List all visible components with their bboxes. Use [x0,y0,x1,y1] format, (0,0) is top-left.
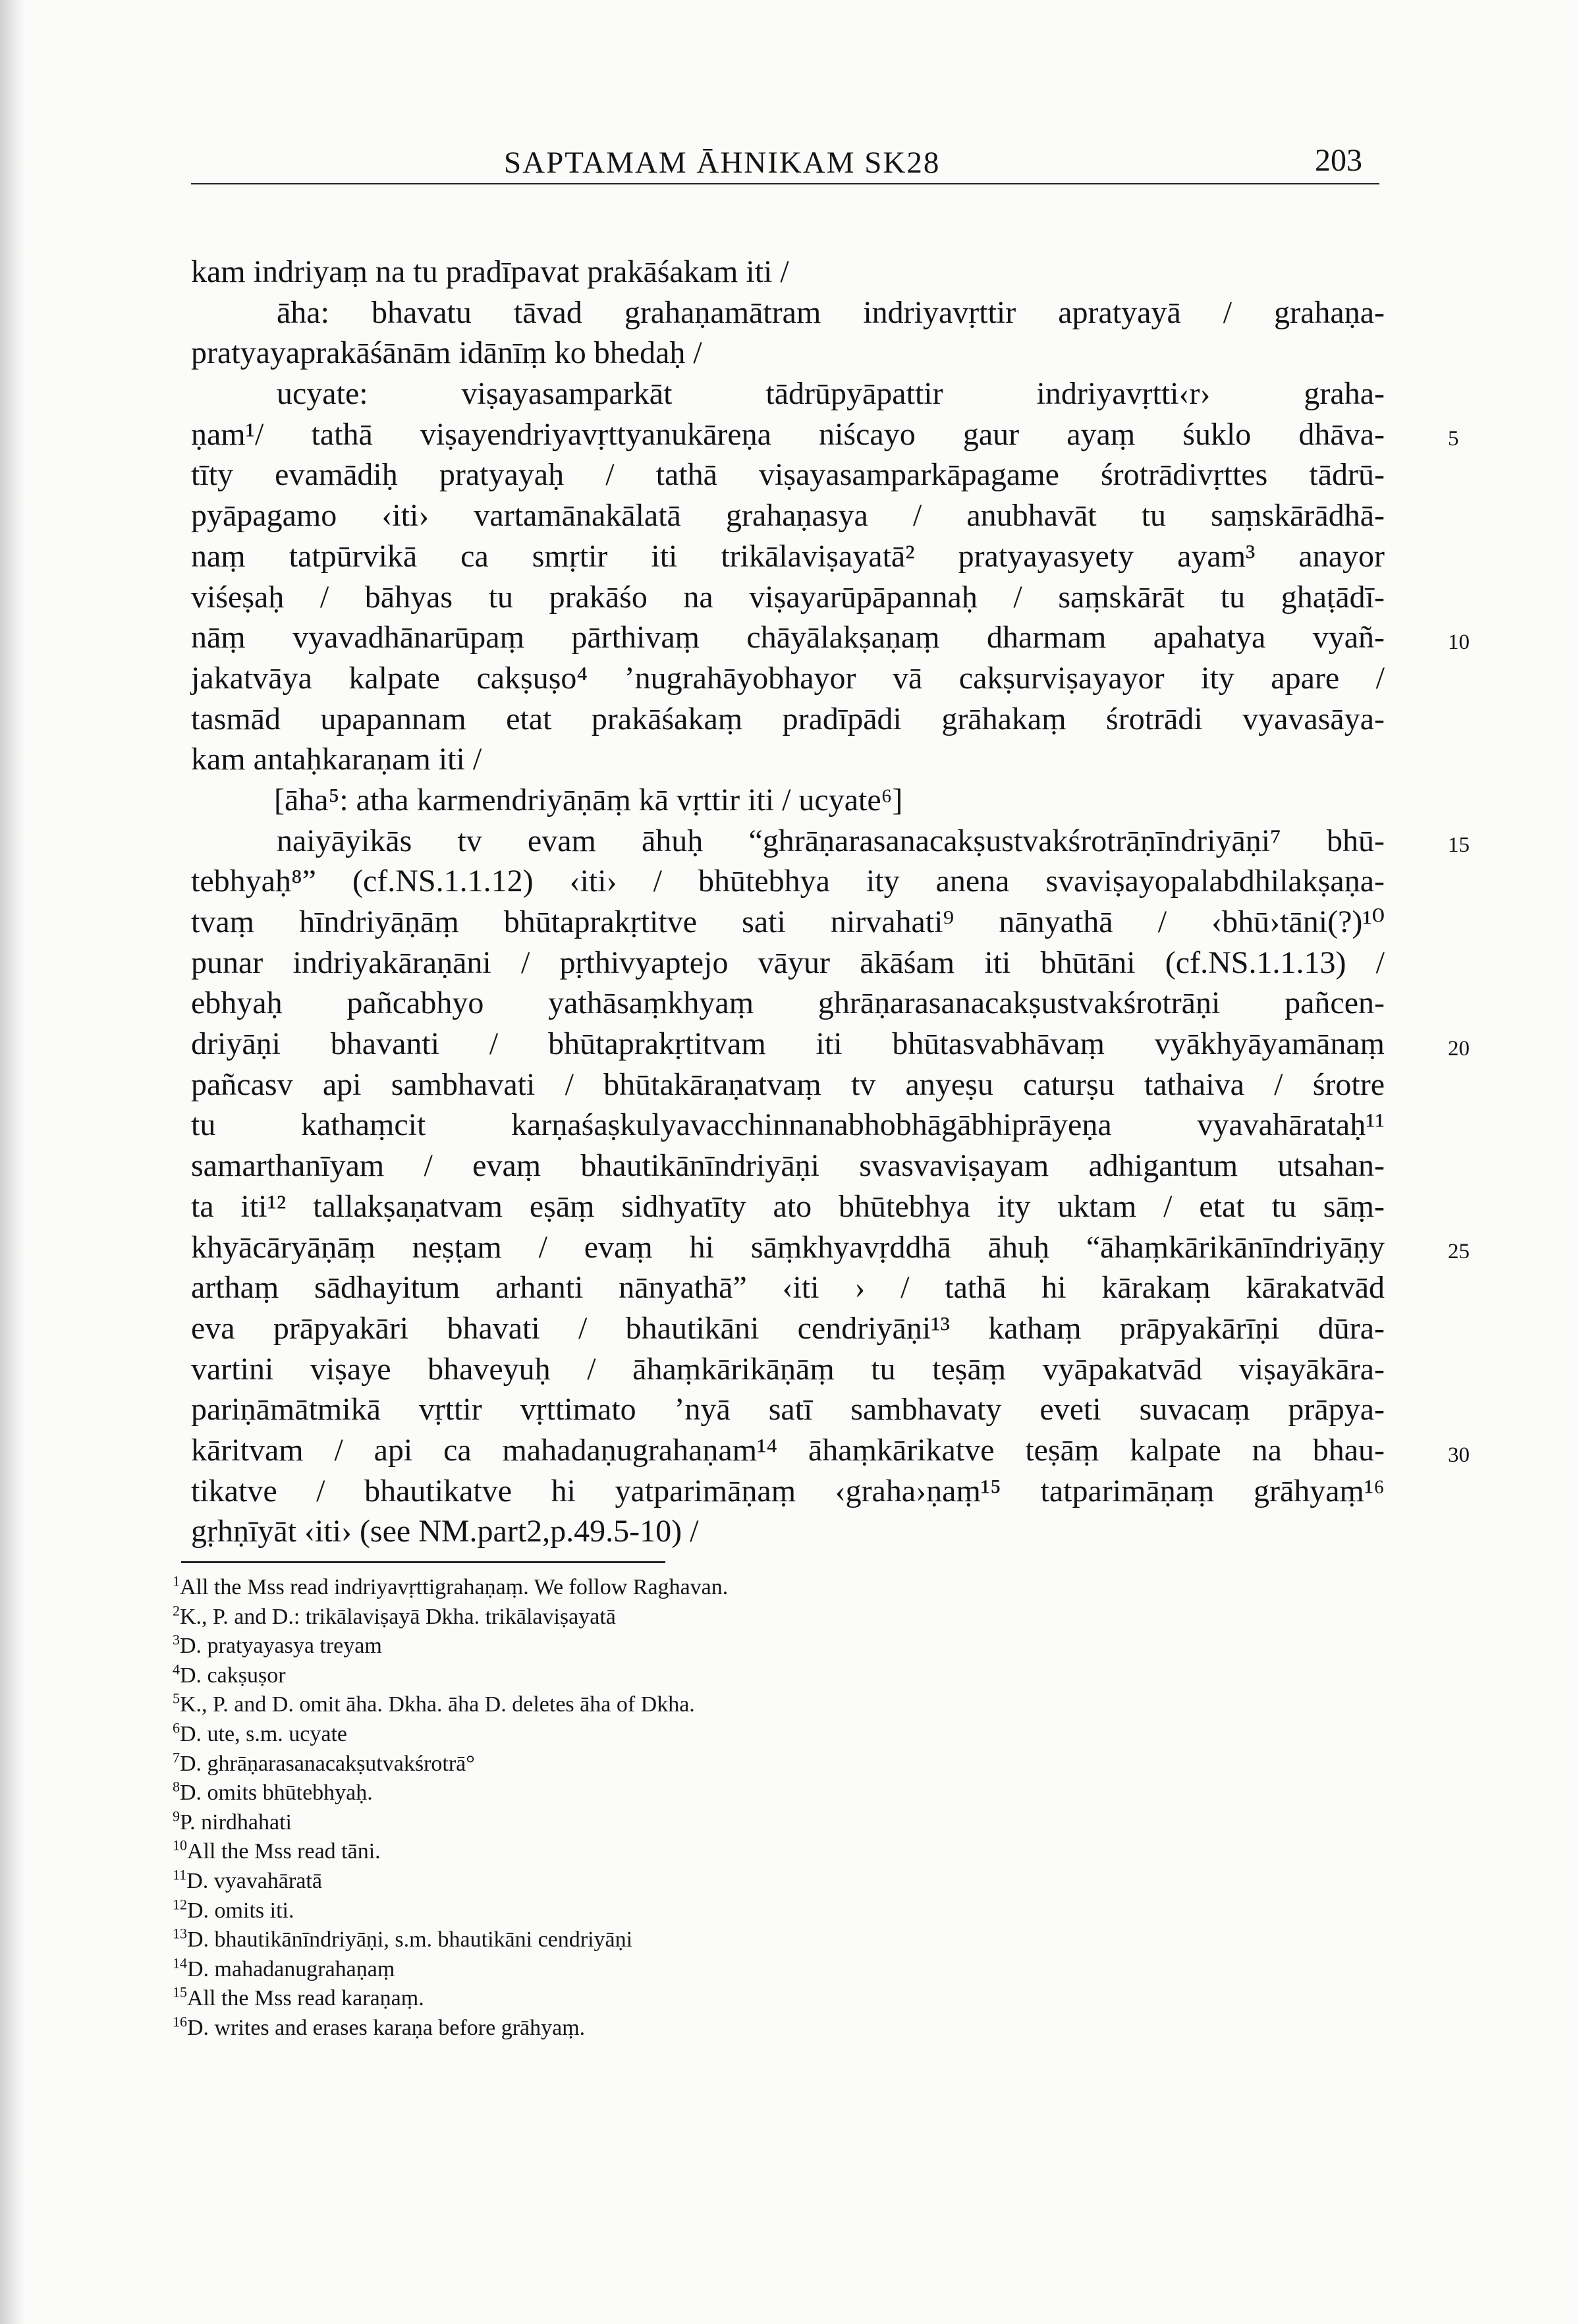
line-number: 15 [1448,833,1470,857]
text-line: ebhyaḥ pañcabhyo yathāsaṃkhyaṃ ghrāṇarasanacakṣustvakśrotrāṇi pañcen- [191,985,1385,1021]
text-line: pyāpagamo ‹iti› vartamānakālatā grahaṇasya / anubhavāt tu saṃskārādhā- [191,498,1385,534]
footnote [173,1603,728,1632]
footnote-mark: 15 [173,1983,187,2001]
footnote-text: P. nirdhahati [180,1810,292,1835]
footnote-mark: 7 [173,1749,180,1766]
footnote-mark: 9 [173,1808,180,1825]
text-line: tebhyaḥ⁸” (cf.NS.1.1.12) ‹iti› / bhūtebhya ity anena svaviṣayopalabdhilakṣaṇa- [191,864,1385,899]
line-number: 25 [1448,1240,1470,1263]
footnote-text: K., P. and D. omit āha. Dkha. āha D. deletes āha of Dkha. [180,1692,695,1717]
text-line: naiyāyikās tv evam āhuḥ “ghrāṇarasanacakṣustvakśrotrāṇīndriyāṇi⁷ bhū- [277,823,1385,858]
footnote-mark: 8 [173,1778,180,1795]
footnote [173,1896,728,1926]
footnote [173,1720,728,1750]
footnote [173,1632,728,1661]
footnote-text: D. omits iti. [187,1898,294,1923]
footnote [173,1661,728,1691]
text-line: naṃ tatpūrvikā ca smṛtir iti trikālaviṣayatā² pratyayasyety ayam³ anayor [191,538,1385,574]
footnote-text: D. vyavahāratā [186,1868,322,1893]
running-head: SAPTAMAM ĀHNIKAM SK28 [504,146,941,180]
text-line: pratyayaprakāśānām idānīṃ ko bhedaḥ / [191,335,702,371]
footnote-text: D. bhautikānīndriyāṇi, s.m. bhautikāni cendriyāṇi [187,1927,633,1952]
footnote [173,1750,728,1779]
text-line: samarthanīyam / evaṃ bhautikānīndriyāṇi svasvaviṣayam adhigantum utsahan- [191,1148,1385,1184]
line-number: 30 [1448,1443,1470,1467]
page-number: 203 [1315,143,1362,178]
footnote-mark: 16 [173,2013,187,2030]
text-line: kāritvam / api ca mahadaṇugrahaṇam¹⁴ āhaṃkārikatve teṣāṃ kalpate na bhau- [191,1432,1385,1468]
footnote [173,1984,728,2014]
text-line: vartini viṣaye bhaveyuḥ / āhaṃkārikāṇāṃ tu teṣāṃ vyāpakatvād viṣayākāra- [191,1351,1385,1387]
footnote [173,1955,728,1985]
line-number: 10 [1448,630,1470,654]
text-line: [āha⁵: atha karmendriyāṇāṃ kā vṛttir iti / ucyate⁶] [274,782,903,817]
footnote-mark: 5 [173,1690,180,1707]
line-number: 20 [1448,1037,1470,1061]
text-line: ṇam¹/ tathā viṣayendriyavṛttyanukāreṇa niścayo gaur ayaṃ śuklo dhāva- [191,416,1385,452]
footnote [173,1867,728,1896]
footnote-rule [181,1561,665,1563]
text-line: tu kathaṃcit karṇaśaṣkulyavacchinnanabhobhāgābhiprāyeṇa vyavahārataḥ¹¹ [191,1107,1385,1143]
text-line: āha: bhavatu tāvad grahaṇamātram indriyavṛttir apratyayā / grahaṇa- [277,294,1385,330]
text-line: pañcasv api sambhavati / bhūtakāraṇatvaṃ tv anyeṣu caturṣu tathaiva / śrotre [191,1066,1385,1102]
header-rule [191,183,1379,184]
footnote-mark: 11 [173,1866,187,1883]
footnote-mark: 4 [173,1661,180,1678]
footnote-text: D. ghrāṇarasanacakṣutvakśrotrā° [180,1751,475,1776]
footnote-text: D. ute, s.m. ucyate [180,1721,347,1746]
text-line: arthaṃ sādhayitum arhanti nānyathā” ‹iti › / tathā hi kārakaṃ kārakatvād [191,1270,1385,1306]
text-line: pariṇāmātmikā vṛttir vṛttimato ’nyā satī sambhavaty eveti suvacaṃ prāpya- [191,1392,1385,1427]
text-line: kam indriyaṃ na tu pradīpavat prakāśakam iti / [191,254,789,289]
text-line: driyāṇi bhavanti / bhūtaprakṛtitvam iti bhūtasvabhāvaṃ vyākhyāyamānaṃ [191,1026,1385,1062]
footnote-text: All the Mss read karaṇaṃ. [187,1986,424,2011]
footnote [173,1837,728,1867]
line-number: 5 [1448,427,1459,451]
main-text [191,252,1385,1552]
footnote [173,2014,728,2043]
footnote-mark: 3 [173,1631,180,1648]
footnote-text: D. mahadanugrahaṇaṃ [187,1956,395,1981]
footnote-mark: 6 [173,1719,180,1736]
footnote-mark: 13 [173,1925,187,1942]
text-line: tvaṃ hīndriyāṇāṃ bhūtaprakṛtitve sati nirvahati⁹ nānyathā / ‹bhū›tāni(?)¹⁰ [191,904,1385,939]
text-line: punar indriyakāraṇāni / pṛthivyaptejo vāyur ākāśam iti bhūtāni (cf.NS.1.1.13) / [191,945,1385,980]
footnote [173,1808,728,1838]
footnote [173,1690,728,1720]
footnote-text: D. omits bhūtebhyaḥ. [180,1781,373,1806]
footnote-text: All the Mss read tāni. [187,1839,381,1864]
text-line: nāṃ vyavadhānarūpaṃ pārthivaṃ chāyālakṣaṇaṃ dharmam apahatya vyañ- [191,620,1385,655]
text-line: jakatvāya kalpate cakṣuṣo⁴ ’nugrahāyobhayor vā cakṣurviṣayayor ity apare / [191,660,1385,696]
text-line: ucyate: viṣayasamparkāt tādrūpyāpattir indriyavṛtti‹r› graha- [277,376,1385,412]
text-line: ta iti¹² tallakṣaṇatvam eṣāṃ sidhyatīty ato bhūtebhya ity uktam / etat tu sāṃ- [191,1188,1385,1224]
footnote-text: K., P. and D.: trikālaviṣayā Dkha. trikālaviṣayatā [180,1604,616,1629]
text-line: eva prāpyakāri bhavati / bhautikāni cendriyāṇi¹³ kathaṃ prāpyakārīṇi dūra- [191,1310,1385,1346]
binding-shadow [0,0,25,2324]
text-line: gṛhṇīyāt ‹iti› (see NM.part2,p.49.5-10) / [191,1514,699,1549]
text-line: tasmād upapannam etat prakāśakaṃ pradīpādi grāhakaṃ śrotrādi vyavasāya- [191,701,1385,736]
footnote [173,1925,728,1955]
footnote-text: All the Mss read indriyavṛttigrahaṇaṃ. We follow Raghavan. [180,1575,729,1599]
footnote-mark: 1 [173,1572,180,1590]
text-line: viśeṣaḥ / bāhyas tu prakāśo na viṣayarūpāpannaḥ / saṃskārāt tu ghaṭādī- [191,579,1385,615]
footnote [173,1779,728,1808]
text-line: tikatve / bhautikatve hi yatparimāṇaṃ ‹graha›ṇaṃ¹⁵ tatparimāṇaṃ grāhyaṃ¹⁶ [191,1473,1385,1508]
footnote-text: D. cakṣuṣor [180,1663,286,1688]
footnote-mark: 12 [173,1896,187,1913]
footnote-mark: 10 [173,1837,187,1854]
text-line: kam antaḥkaraṇam iti / [191,742,482,777]
footnote-text: D. pratyayasya treyam [180,1634,382,1659]
text-line: tīty evamādiḥ pratyayaḥ / tathā viṣayasamparkāpagame śrotrādivṛttes tādrū- [191,457,1385,493]
footnote-mark: 14 [173,1954,187,1972]
footnotes [173,1573,728,2043]
text-line: khyācāryāṇāṃ neṣṭam / evaṃ hi sāṃkhyavṛddhā āhuḥ “āhaṃkārikānīndriyāṇy [191,1229,1385,1265]
footnote-mark: 2 [173,1602,180,1619]
footnote-text: D. writes and erases karaṇa before grāhyaṃ. [187,2015,586,2040]
footnote [173,1573,728,1603]
